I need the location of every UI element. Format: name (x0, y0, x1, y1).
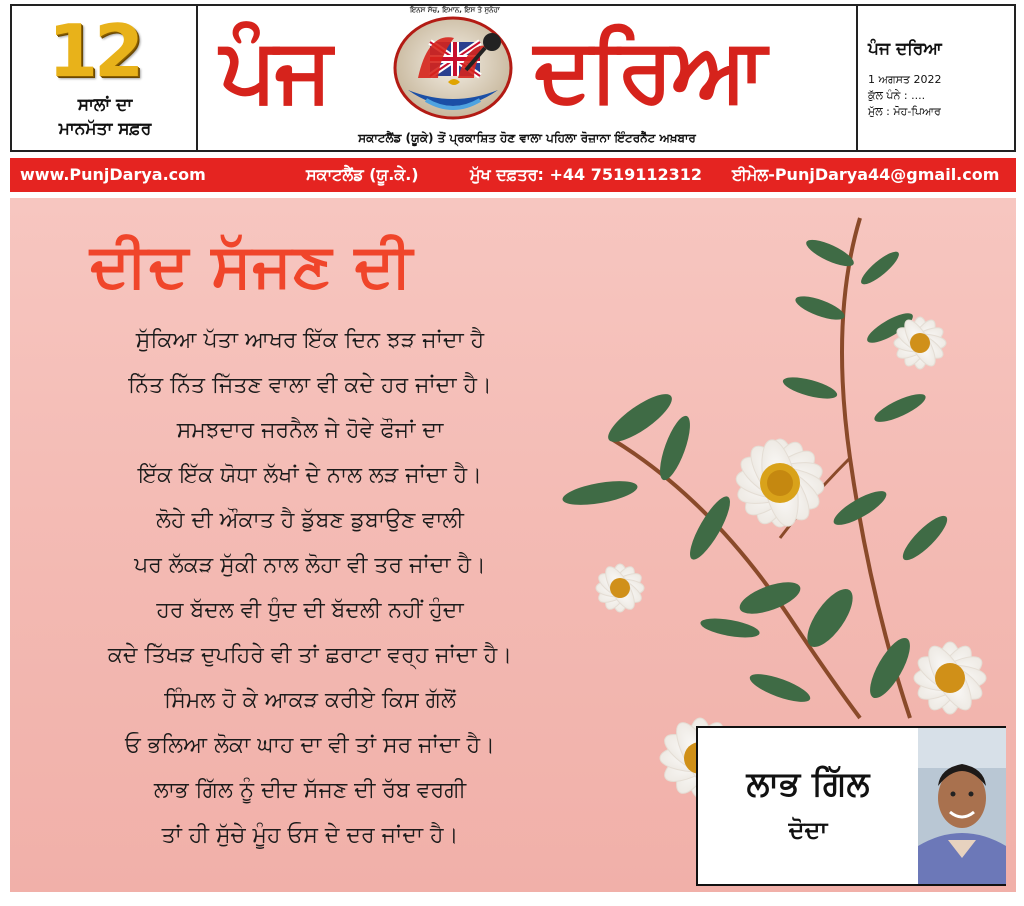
author-photo (918, 728, 1006, 884)
poem-line: ਸੁੱਕਿਆ ਪੱਤਾ ਆਖਰ ਇੱਕ ਦਿਨ ਝੜ ਜਾਂਦਾ ਹੈ (135, 328, 485, 353)
poem-article (10, 198, 1016, 892)
masthead-tagline: ਸਕਾਟਲੈਂਡ (ਯੂਕੇ) ਤੋਂ ਪ੍ਰਕਾਸ਼ਿਤ ਹੋਣ ਵਾਲਾ ਪਹਿਲਾ ਰੋਜ਼ਾਨਾ ਇੰਟਰਨੈੱਟ ਅਖ਼ਬਾਰ (358, 131, 696, 145)
issue-date: 1 ਅਗਸਤ 2022 (868, 73, 942, 86)
author-name: ਲਾਭ ਗਿੱਲ (746, 764, 870, 804)
poem-line: ਲਾਭ ਗਿੱਲ ਨੂੰ ਦੀਦ ਸੱਜਣ ਦੀ ਰੱਬ ਵਰਗੀ (153, 778, 467, 803)
masthead-word-2: ਦਰਿਆ (534, 18, 765, 121)
anniversary-line-1: ਸਾਲਾਂ ਦਾ (77, 95, 133, 115)
issue-price: ਮੁੱਲ : ਮੋਹ-ਪਿਆਰ (868, 105, 941, 118)
poem-line: ਨਿੱਤ ਨਿੱਤ ਜਿੱਤਣ ਵਾਲਾ ਵੀ ਕਦੇ ਹਰ ਜਾਂਦਾ ਹੈ। (128, 373, 492, 398)
poem-title: ਦੀਦ ਸੱਜਣ ਦੀ (90, 231, 414, 301)
masthead (200, 6, 854, 150)
anniversary-line-2: ਮਾਨਮੱਤਾ ਸਫ਼ਰ (58, 119, 152, 139)
issue-info (856, 6, 1016, 150)
masthead-word-1: ਪੰਜ (220, 18, 331, 121)
website-link[interactable]: www.PunjDarya.com (20, 165, 206, 184)
author-place: ਦੋਦਾ (788, 816, 828, 844)
contact-strip (10, 158, 1016, 192)
location-text: ਸਕਾਟਲੈਂਡ (ਯੂ.ਕੇ.) (306, 165, 419, 184)
issue-pages: ਕੁੱਲ ਪੰਨੇ : .... (868, 89, 926, 102)
logo-arc-text: ਇਨਸ ਸੱਚ, ਇਮਾਨ, ਇਸ ਤੇ ਸੁਨੇਹਾ (410, 6, 500, 14)
poem-line: ਤਾਂ ਹੀ ਸੁੱਚੇ ਮੂੰਹ ਓਸ ਦੇ ਦਰ ਜਾਂਦਾ ਹੈ। (161, 823, 459, 848)
poem-line: ਕਦੇ ਤਿੱਖੜ ਦੁਪਹਿਰੇ ਵੀ ਤਾਂ ਛਰਾਟਾ ਵਰ੍ਹ ਜਾਂਦਾ ਹੈ। (107, 643, 513, 668)
author-box (696, 726, 1006, 886)
poem-line: ਸਮਝਦਾਰ ਜਰਨੈਲ ਜੇ ਹੋਵੇ ਫੌਜਾਂ ਦਾ (176, 418, 444, 443)
newspaper-header (10, 4, 1016, 152)
poem-line: ਪਰ ਲੱਕੜ ਸੁੱਕੀ ਨਾਲ ਲੋਹਾ ਵੀ ਤਰ ਜਾਂਦਾ ਹੈ। (134, 553, 486, 578)
anniversary-number: 12 (47, 9, 141, 93)
issue-title: ਪੰਜ ਦਰਿਆ (868, 39, 942, 59)
poem-line: ਲੋਹੇ ਦੀ ਔਕਾਤ ਹੈ ਡੁੱਬਣ ਡੁਬਾਉਣ ਵਾਲੀ (156, 508, 464, 533)
email-link[interactable]: ਈਮੇਲ-PunjDarya44@gmail.com (732, 165, 1000, 184)
poem-line: ਓ ਭਲਿਆ ਲੋਕਾ ਘਾਹ ਦਾ ਵੀ ਤਾਂ ਸਰ ਜਾਂਦਾ ਹੈ। (124, 733, 496, 758)
poem-line: ਸਿੰਮਲ ਹੋ ਕੇ ਆਕੜ ਕਰੀਏ ਕਿਸ ਗੱਲੋਂ (164, 688, 456, 713)
anniversary-badge (12, 6, 198, 150)
newspaper-logo-icon (388, 12, 518, 130)
office-phone: ਮੁੱਖ ਦਫ਼ਤਰ: +44 7519112312 (470, 165, 703, 184)
poem-line: ਇੱਕ ਇੱਕ ਯੋਧਾ ਲੱਖਾਂ ਦੇ ਨਾਲ ਲੜ ਜਾਂਦਾ ਹੈ। (137, 463, 483, 488)
poem-line: ਹਰ ਬੱਦਲ ਵੀ ਧੁੰਦ ਦੀ ਬੱਦਲੀ ਨਹੀਂ ਹੁੰਦਾ (156, 598, 464, 623)
